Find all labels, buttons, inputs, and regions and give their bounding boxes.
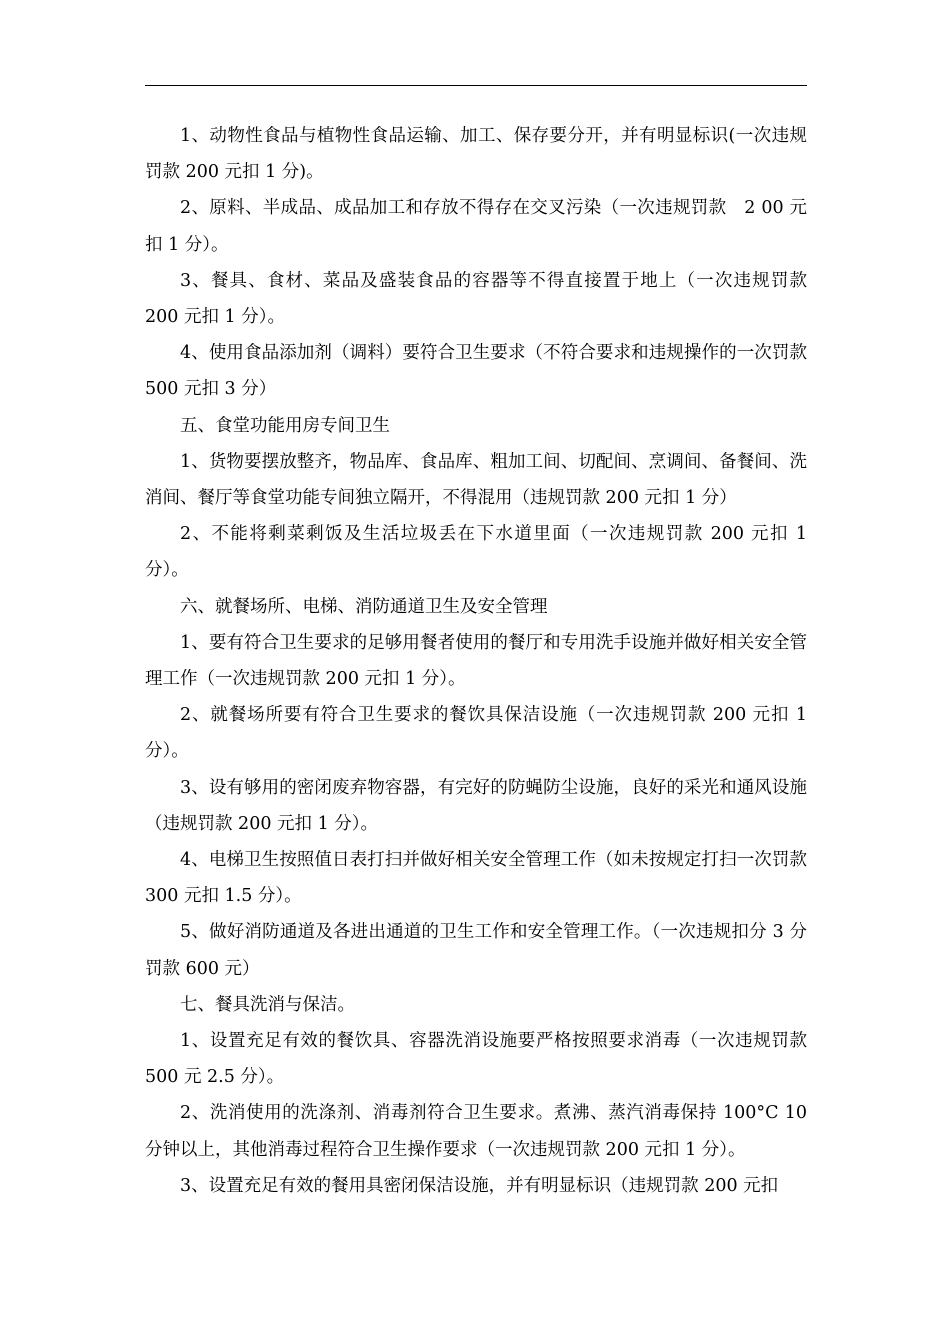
paragraph-2: 2、原料、半成品、成品加工和存放不得存在交叉污染（一次违规罚款 2 00 元扣 1 分）。 bbox=[145, 198, 807, 255]
paragraph-7-2: 2、洗消使用的洗涤剂、消毒剂符合卫生要求。煮沸、蒸汽消毒保持 100°C 10 分钟以上，其他消毒过程符合卫生操作要求（一次违规罚款 200 元扣 1 分）。 bbox=[145, 1103, 807, 1160]
paragraph-6-3: 3、设有够用的密闭废弃物容器，有完好的防蝇防尘设施，良好的采光和通风设施（违规罚款 200 元扣 1 分）。 bbox=[145, 777, 807, 834]
paragraph-5-2: 2、不能将剩菜剩饭及生活垃圾丢在下水道里面（一次违规罚款 200 元扣 1 分）。 bbox=[145, 524, 807, 581]
paragraph-6-1: 1、要有符合卫生要求的足够用餐者使用的餐厅和专用洗手设施并做好相关安全管理工作（一次违规罚款 200 元扣 1 分）。 bbox=[145, 632, 807, 690]
paragraph-6-5: 5、做好消防通道及各进出通道的卫生工作和安全管理工作。（一次违规扣分 3 分罚款 600 元） bbox=[145, 922, 807, 979]
paragraph-7-3: 3、设置充足有效的餐用具密闭保洁设施，并有明显标识（违规罚款 200 元扣 bbox=[180, 1175, 779, 1196]
section-heading-6: 六、就餐场所、电梯、消防通道卫生及安全管理 bbox=[180, 596, 548, 617]
paragraph-6-4: 4、电梯卫生按照值日表打扫并做好相关安全管理工作（如未按规定打扫一次罚款 300 元扣 1.5 分）。 bbox=[145, 850, 807, 907]
document-body bbox=[145, 118, 807, 1204]
header-rule bbox=[145, 85, 807, 86]
section-heading-7: 七、餐具洗消与保洁。 bbox=[180, 994, 355, 1015]
paragraph-3: 3、餐具、食材、菜品及盛装食品的容器等不得直接置于地上（一次违规罚款 200 元扣 1 分）。 bbox=[145, 270, 807, 328]
section-heading-5: 五、食堂功能用房专间卫生 bbox=[180, 415, 390, 436]
paragraph-7-1: 1、设置充足有效的餐饮具、容器洗消设施要严格按照要求消毒（一次违规罚款 500 元 2.5 分）。 bbox=[145, 1031, 807, 1088]
paragraph-4: 4、使用食品添加剂（调料）要符合卫生要求（不符合要求和违规操作的一次罚款 500 元扣 3 分） bbox=[145, 343, 807, 400]
paragraph-5-1: 1、货物要摆放整齐，物品库、食品库、粗加工间、切配间、烹调间、备餐间、洗消间、餐厅等食堂功能专间独立隔开，不得混用（违规罚款 200 元扣 1 分） bbox=[145, 451, 807, 509]
paragraph-6-2: 2、就餐场所要有符合卫生要求的餐饮具保洁设施（一次违规罚款 200 元扣 1 分）。 bbox=[145, 705, 807, 762]
paragraph-1: 1、动物性食品与植物性食品运输、加工、保存要分开，并有明显标识(一次违规罚款 200 元扣 1 分)。 bbox=[145, 126, 807, 183]
